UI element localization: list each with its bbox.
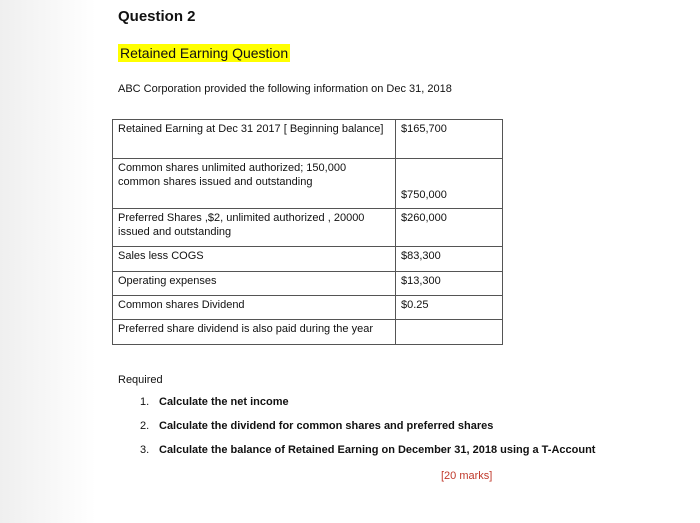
- row-value: $0.25: [396, 296, 503, 320]
- item-text: Calculate the balance of Retained Earning on December 31, 2018 using a T-Account: [159, 444, 596, 456]
- row-label: Common shares Dividend: [113, 296, 396, 320]
- item-text: Calculate the dividend for common shares and preferred shares: [159, 420, 494, 432]
- table-row: [113, 272, 503, 296]
- row-value: $750,000: [396, 159, 503, 209]
- table-row: [113, 247, 503, 272]
- marks-label: [20 marks]: [441, 470, 493, 482]
- row-value: $165,700: [396, 120, 503, 159]
- question-title: Question 2: [118, 8, 196, 25]
- row-value: $13,300: [396, 272, 503, 296]
- row-label: Retained Earning at Dec 31 2017 [ Beginning balance]: [113, 120, 396, 159]
- row-value: $260,000: [396, 209, 503, 247]
- table-row: [113, 159, 503, 209]
- required-heading: Required: [118, 374, 163, 386]
- list-item: [140, 420, 595, 444]
- intro-text: ABC Corporation provided the following information on Dec 31, 2018: [118, 83, 452, 95]
- list-item: [140, 396, 595, 420]
- item-number: 1.: [140, 396, 150, 408]
- row-label: Operating expenses: [113, 272, 396, 296]
- table-row: [113, 120, 503, 159]
- highlighted-subtitle: Retained Earning Question: [120, 45, 289, 61]
- item-number: 3.: [140, 444, 150, 456]
- row-label: Preferred Shares ,$2, unlimited authorized , 20000 issued and outstanding: [113, 209, 396, 247]
- table-row: [113, 296, 503, 320]
- row-value: [396, 320, 503, 345]
- page-shadow: [0, 0, 96, 523]
- row-label: Common shares unlimited authorized; 150,000 common shares issued and outstanding: [113, 159, 396, 209]
- item-number: 2.: [140, 420, 150, 432]
- list-item: [140, 444, 595, 468]
- item-text: Calculate the net income: [159, 396, 289, 408]
- row-label: Sales less COGS: [113, 247, 396, 272]
- question-list: [140, 396, 595, 468]
- table-row: [113, 320, 503, 345]
- information-table: [112, 119, 503, 345]
- table-row: [113, 209, 503, 247]
- row-value: $83,300: [396, 247, 503, 272]
- row-label: Preferred share dividend is also paid during the year: [113, 320, 396, 345]
